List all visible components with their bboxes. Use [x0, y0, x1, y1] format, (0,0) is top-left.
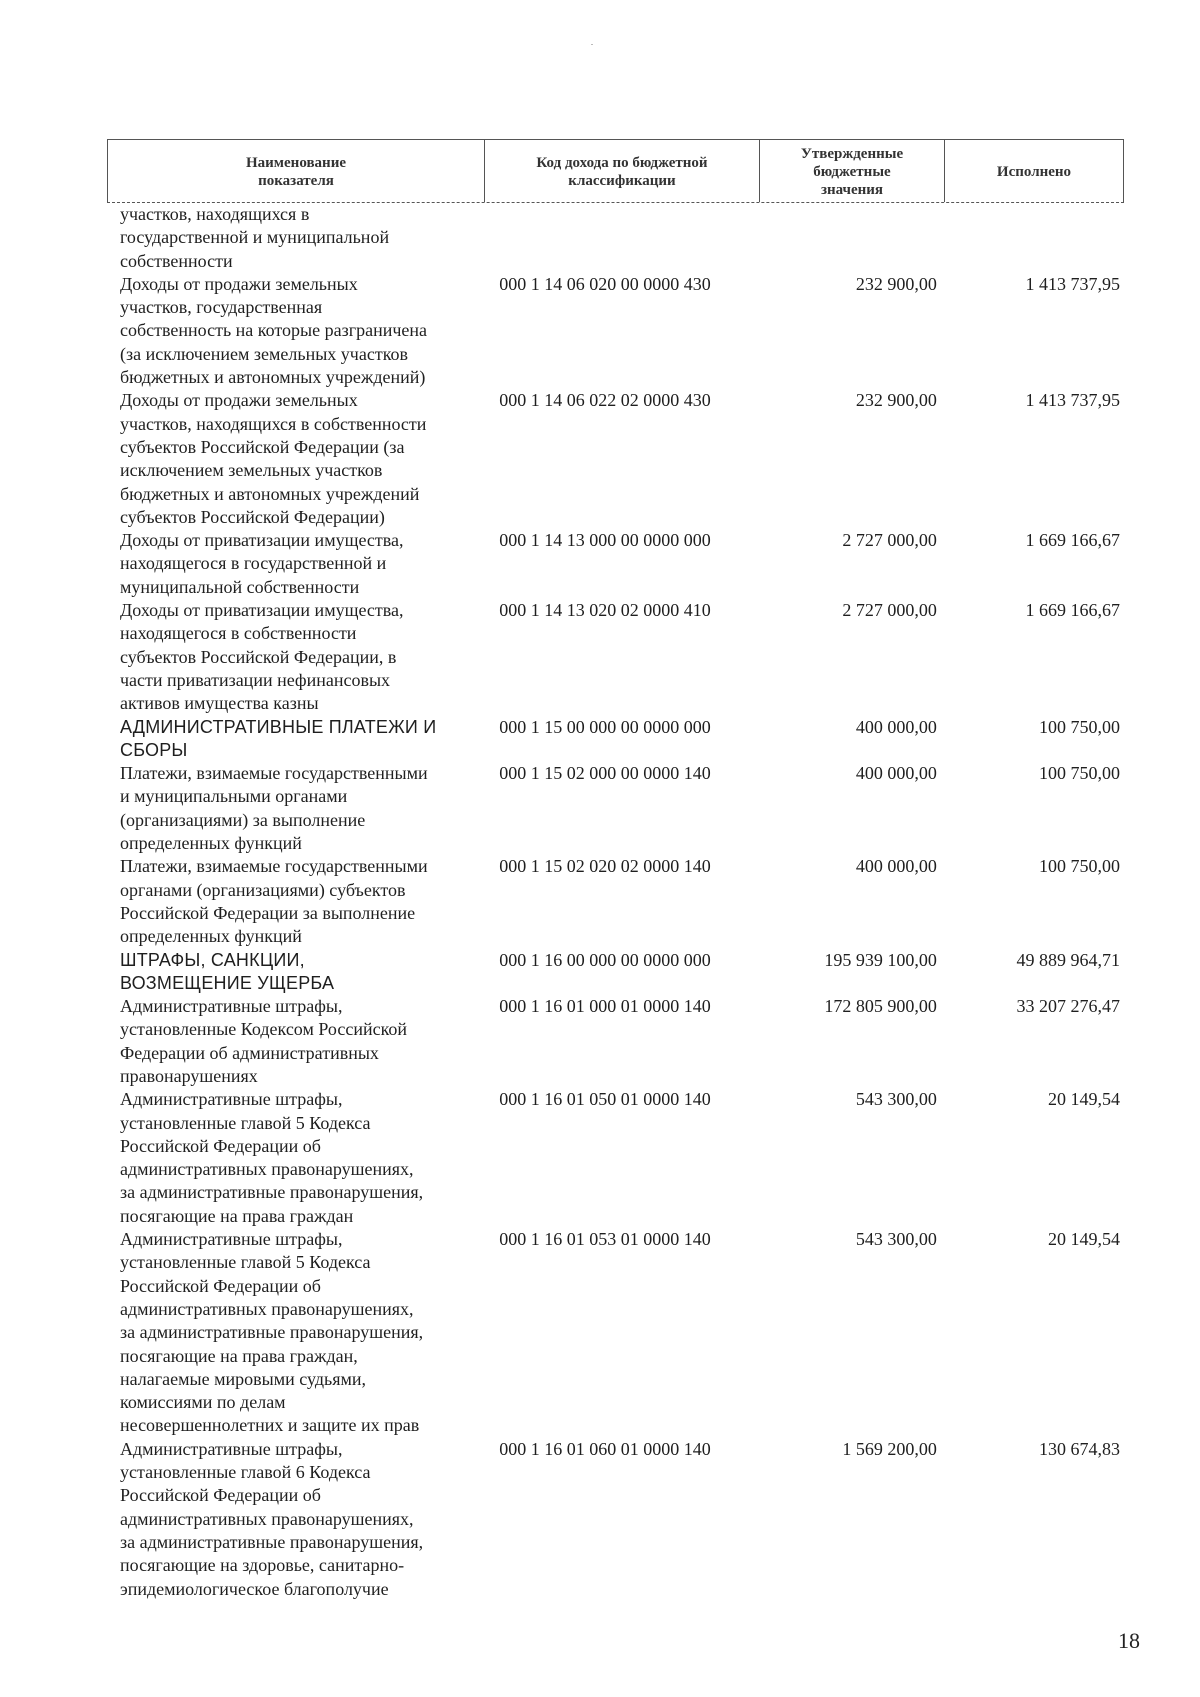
- row-name: Административные штрафы, установленные главой 6 Кодекса Российской Федерации об административных правонарушениях, за административные правонарушения, посягающие на здоровье, санитарно- эпидемиологическое благополучие: [120, 1438, 424, 1599]
- row-name: Доходы от приватизации имущества, находящегося в государственной и муниципальной собственности: [120, 530, 404, 597]
- row-done: 49 889 964,71: [1016, 949, 1120, 970]
- row-name: Доходы от продажи земельных участков, находящихся в собственности субъектов Российской Федерации (за исключением земельных участков бюджетных и автономных учреждений субъектов Российской Федерации): [120, 390, 427, 527]
- header-name: Наименование показателя: [108, 140, 485, 202]
- row-name: АДМИНИСТРАТИВНЫЕ ПЛАТЕЖИ И СБОРЫ: [120, 716, 437, 760]
- row-done: 1 413 737,95: [1025, 390, 1120, 411]
- row-done: 33 207 276,47: [1016, 996, 1120, 1017]
- table-row: [120, 855, 1120, 948]
- row-name: Административные штрафы, установленные Кодексом Российской Федерации об административных правонарушениях: [120, 996, 408, 1086]
- scan-speck: [591, 44, 593, 45]
- header-plan: Утвержденные бюджетные значения: [760, 140, 945, 202]
- row-code: 000 1 16 01 000 01 0000 140: [499, 996, 711, 1017]
- row-done: 100 750,00: [1039, 716, 1120, 737]
- table-row: [120, 273, 1120, 389]
- row-plan: 232 900,00: [855, 390, 937, 411]
- row-code: 000 1 14 06 022 02 0000 430: [499, 390, 711, 411]
- row-done: 100 750,00: [1039, 856, 1120, 877]
- row-done: 1 669 166,67: [1025, 530, 1120, 551]
- row-code: 000 1 15 02 000 00 0000 140: [499, 763, 711, 784]
- row-plan: 543 300,00: [855, 1089, 937, 1110]
- row-code: 000 1 16 00 000 00 0000 000: [499, 949, 711, 970]
- table-header: [107, 139, 1124, 203]
- row-done: 130 674,83: [1039, 1438, 1120, 1459]
- table-body: [120, 203, 1120, 1601]
- table-row: [120, 716, 1120, 763]
- table-row: [120, 1438, 1120, 1601]
- row-plan: 543 300,00: [855, 1229, 937, 1250]
- table-row: [120, 389, 1120, 529]
- row-code: 000 1 15 00 000 00 0000 000: [499, 716, 711, 737]
- row-plan: 400 000,00: [855, 763, 937, 784]
- row-name: Административные штрафы, установленные главой 5 Кодекса Российской Федерации об административных правонарушениях, за административные правонарушения, посягающие на права граждан: [120, 1089, 424, 1226]
- row-name: Доходы от приватизации имущества, находящегося в собственности субъектов Российской Федерации, в части приватизации нефинансовых активов имущества казны: [120, 600, 404, 714]
- header-code: Код дохода по бюджетной классификации: [485, 140, 760, 202]
- row-code: 000 1 16 01 053 01 0000 140: [499, 1229, 711, 1250]
- row-code: 000 1 14 06 020 00 0000 430: [499, 273, 711, 294]
- row-plan: 172 805 900,00: [824, 996, 937, 1017]
- table-row: [120, 949, 1120, 996]
- row-name: Доходы от продажи земельных участков, государственная собственность на которые разграничена (за исключением земельных участков бюджетных и автономных учреждений): [120, 273, 427, 388]
- row-plan: 195 939 100,00: [824, 949, 937, 970]
- row-name: участков, находящихся в государственной и муниципальной собственности: [120, 204, 390, 271]
- row-plan: 2 727 000,00: [842, 530, 937, 551]
- row-name: Платежи, взимаемые государственными органами (организациями) субъектов Российской Федерации за выполнение определенных функций: [120, 856, 428, 947]
- row-done: 20 149,54: [1048, 1229, 1120, 1250]
- table-row: [120, 1088, 1120, 1228]
- table-row: [120, 995, 1120, 1088]
- row-name: ШТРАФЫ, САНКЦИИ, ВОЗМЕЩЕНИЕ УЩЕРБА: [120, 949, 335, 993]
- row-done: 100 750,00: [1039, 763, 1120, 784]
- row-done: 20 149,54: [1048, 1089, 1120, 1110]
- row-code: 000 1 15 02 020 02 0000 140: [499, 856, 711, 877]
- row-code: 000 1 16 01 060 01 0000 140: [499, 1438, 711, 1459]
- row-plan: 1 569 200,00: [842, 1438, 937, 1459]
- row-name: Платежи, взимаемые государственными и муниципальными органами (организациями) за выполнение определенных функций: [120, 763, 428, 854]
- row-done: 1 413 737,95: [1025, 273, 1120, 294]
- row-plan: 400 000,00: [855, 716, 937, 737]
- row-code: 000 1 14 13 020 02 0000 410: [499, 600, 711, 621]
- row-code: 000 1 16 01 050 01 0000 140: [499, 1089, 711, 1110]
- header-done: Исполнено: [996, 164, 1072, 180]
- table-row: [120, 529, 1120, 599]
- row-name: Административные штрафы, установленные главой 5 Кодекса Российской Федерации об административных правонарушениях, за административные правонарушения, посягающие на права граждан, налагаемые мировыми судьями, комиссиями по делам несовершеннолетних и защите их прав: [120, 1229, 424, 1436]
- row-code: 000 1 14 13 000 00 0000 000: [499, 530, 711, 551]
- table-row: [120, 599, 1120, 715]
- row-plan: 400 000,00: [855, 856, 937, 877]
- row-plan: 2 727 000,00: [842, 600, 937, 621]
- table-row: [120, 203, 1120, 273]
- page-number: 18: [1118, 1628, 1140, 1653]
- table-row: [120, 1228, 1120, 1438]
- row-done: 1 669 166,67: [1025, 600, 1120, 621]
- row-plan: 232 900,00: [855, 273, 937, 294]
- table-row: [120, 762, 1120, 855]
